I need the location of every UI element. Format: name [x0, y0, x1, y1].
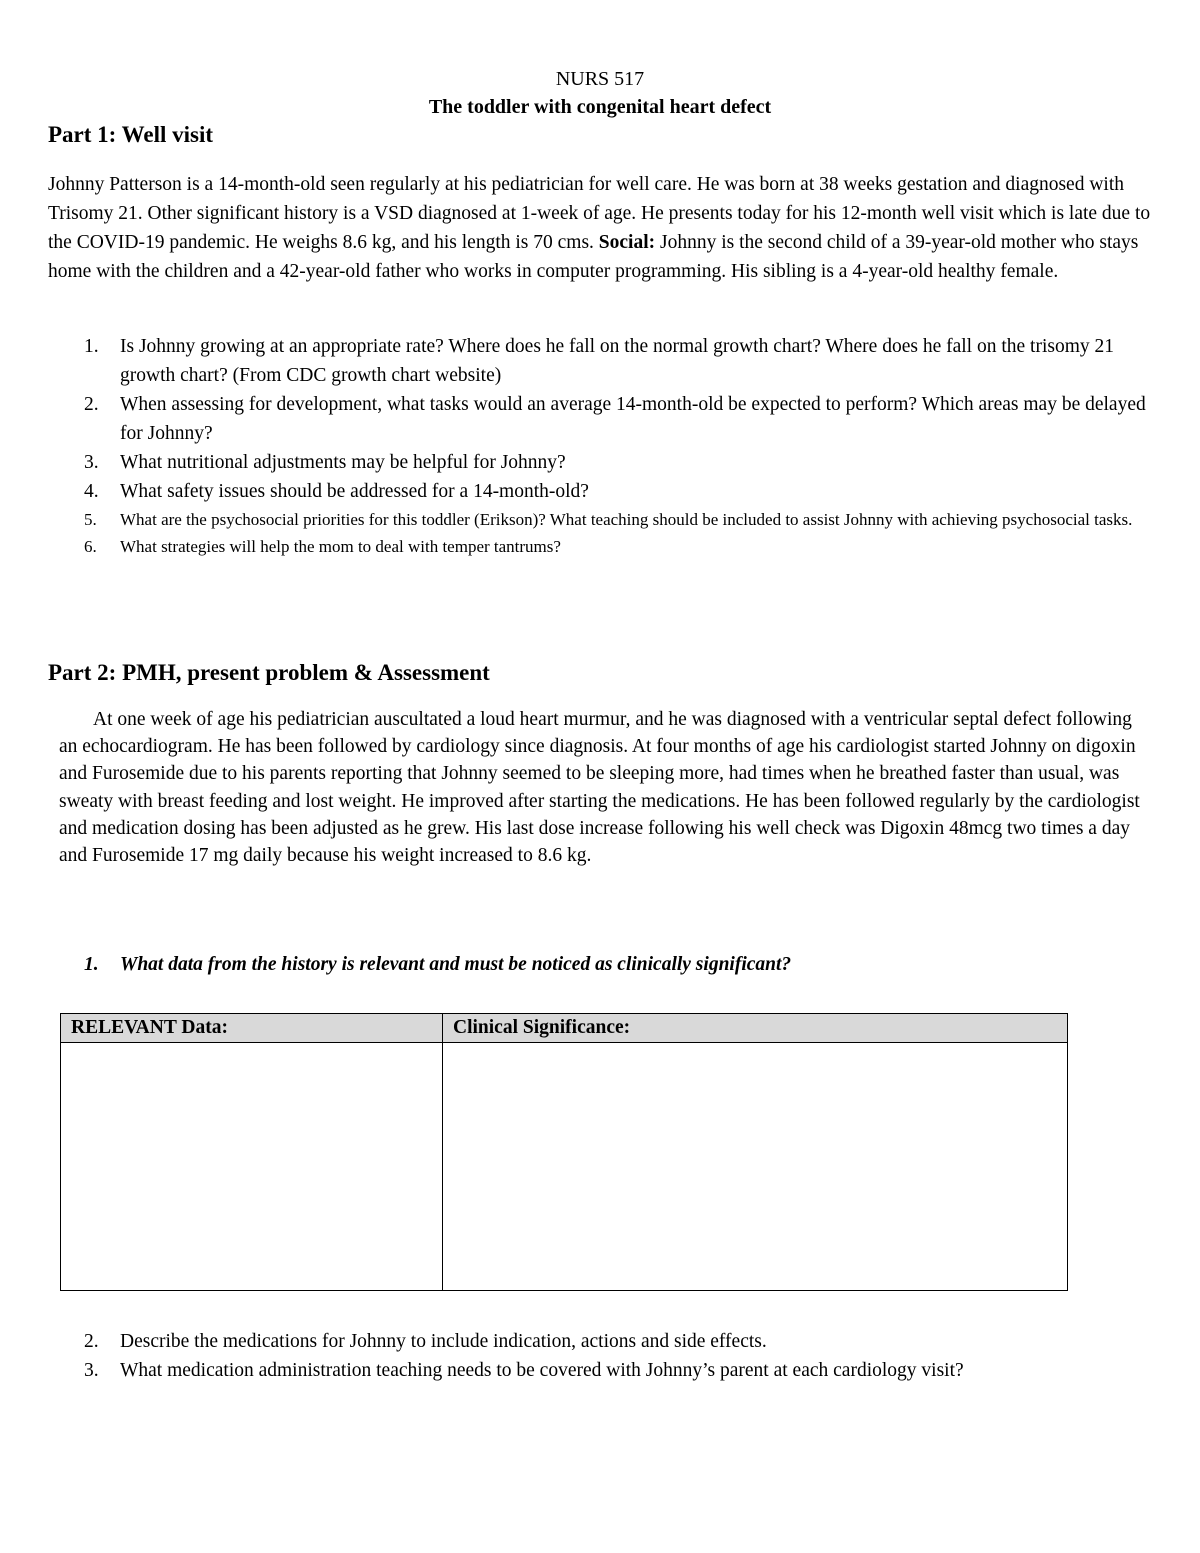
question-text: What safety issues should be addressed for a 14-month-old? — [120, 481, 589, 502]
question-text: What nutritional adjustments may be helpful for Johnny? — [120, 452, 566, 473]
relevant-data-cell[interactable] — [61, 1043, 443, 1291]
question-item — [84, 1327, 1164, 1356]
question-item — [84, 506, 1164, 533]
question-item — [84, 332, 1164, 390]
question-text: When assessing for development, what tasks would an average 14-month-old be expected to perform? Which areas may be delayed for Johnny? — [120, 394, 1146, 444]
relevant-data-table — [60, 1013, 1068, 1291]
question-number: 4. — [84, 481, 99, 502]
question-item — [84, 533, 1164, 560]
table-header-row — [61, 1014, 1068, 1043]
clinical-significance-header: Clinical Significance: — [443, 1014, 1068, 1043]
question-text: What strategies will help the mom to deal with temper tantrums? — [120, 537, 561, 556]
part2-question-list — [84, 1327, 1164, 1385]
question-text: What are the psychosocial priorities for this toddler (Erikson)? What teaching should be included to assist Johnny with achieving psychosocial tasks. — [120, 510, 1133, 529]
part2-history-paragraph — [59, 706, 1149, 869]
question-text: Describe the medications for Johnny to include indication, actions and side effects. — [120, 1331, 767, 1352]
part2-heading: Part 2: PMH, present problem & Assessment — [48, 660, 490, 685]
question-number: 6. — [84, 537, 97, 556]
part1-case-paragraph — [48, 170, 1158, 286]
question-item — [84, 1356, 1164, 1385]
question-text: What data from the history is relevant and must be noticed as clinically significant? — [120, 954, 792, 975]
clinical-significance-cell[interactable] — [443, 1043, 1068, 1291]
question-text: Is Johnny growing at an appropriate rate? Where does he fall on the normal growth chart? Where does he fall on the trisomy 21 growth chart? (From CDC growth chart website) — [120, 336, 1114, 386]
history-text: At one week of age his pediatrician auscultated a loud heart murmur, and he was diagnosed with a ventricular septal defect following an echocardiogram. He has been followed by cardiology since diagnosis. At four months of age his cardiologist started Johnny on digoxin and Furosemide due to his parents reporting that Johnny seemed to be sleeping more, had times when he breathed faster than usual, was sweaty with breast feeding and lost weight. He improved after starting the medications. He has been followed regularly by the cardiologist and medication dosing has been adjusted as he grew. His last dose increase following his well check was Digoxin 48mcg two times a day and Furosemide 17 mg daily because his weight increased to 8.6 kg. — [59, 709, 1140, 867]
question-number: 3. — [84, 452, 99, 473]
question-item — [84, 477, 1164, 506]
social-label: Social: — [598, 232, 656, 253]
question-number: 5. — [84, 510, 97, 529]
table-row — [61, 1043, 1068, 1291]
part2-question-1 — [84, 950, 1164, 979]
question-number: 3. — [84, 1360, 99, 1381]
question-number: 1. — [84, 954, 99, 975]
relevant-data-header: RELEVANT Data: — [61, 1014, 443, 1043]
part1-question-list — [84, 332, 1164, 560]
course-title: NURS 517 — [555, 68, 645, 90]
question-item — [84, 390, 1164, 448]
question-text: What medication administration teaching needs to be covered with Johnny’s parent at each cardiology visit? — [120, 1360, 964, 1381]
case-intro-text: Johnny Patterson is a 14-month-old seen regularly at his pediatrician for well care. He was born at 38 weeks gestation and diagnosed with Trisomy 21. Other significant history is a VSD diagnosed at 1-week of age. He presents today for his 12-month well visit which is late due to the COVID-19 pandemic. He weighs 8.6 kg, and his length is 70 cms. — [48, 174, 1151, 253]
part1-heading: Part 1: Well visit — [48, 122, 214, 147]
document-title: The toddler with congenital heart defect — [428, 96, 772, 118]
social-text: Johnny is the second child of a 39-year-old mother who stays home with the children and a 42-year-old father who works in computer programming. His sibling is a 4-year-old healthy female. — [48, 232, 1139, 282]
question-number: 2. — [84, 1331, 99, 1352]
question-number: 2. — [84, 394, 99, 415]
question-item — [84, 448, 1164, 477]
question-number: 1. — [84, 336, 99, 357]
